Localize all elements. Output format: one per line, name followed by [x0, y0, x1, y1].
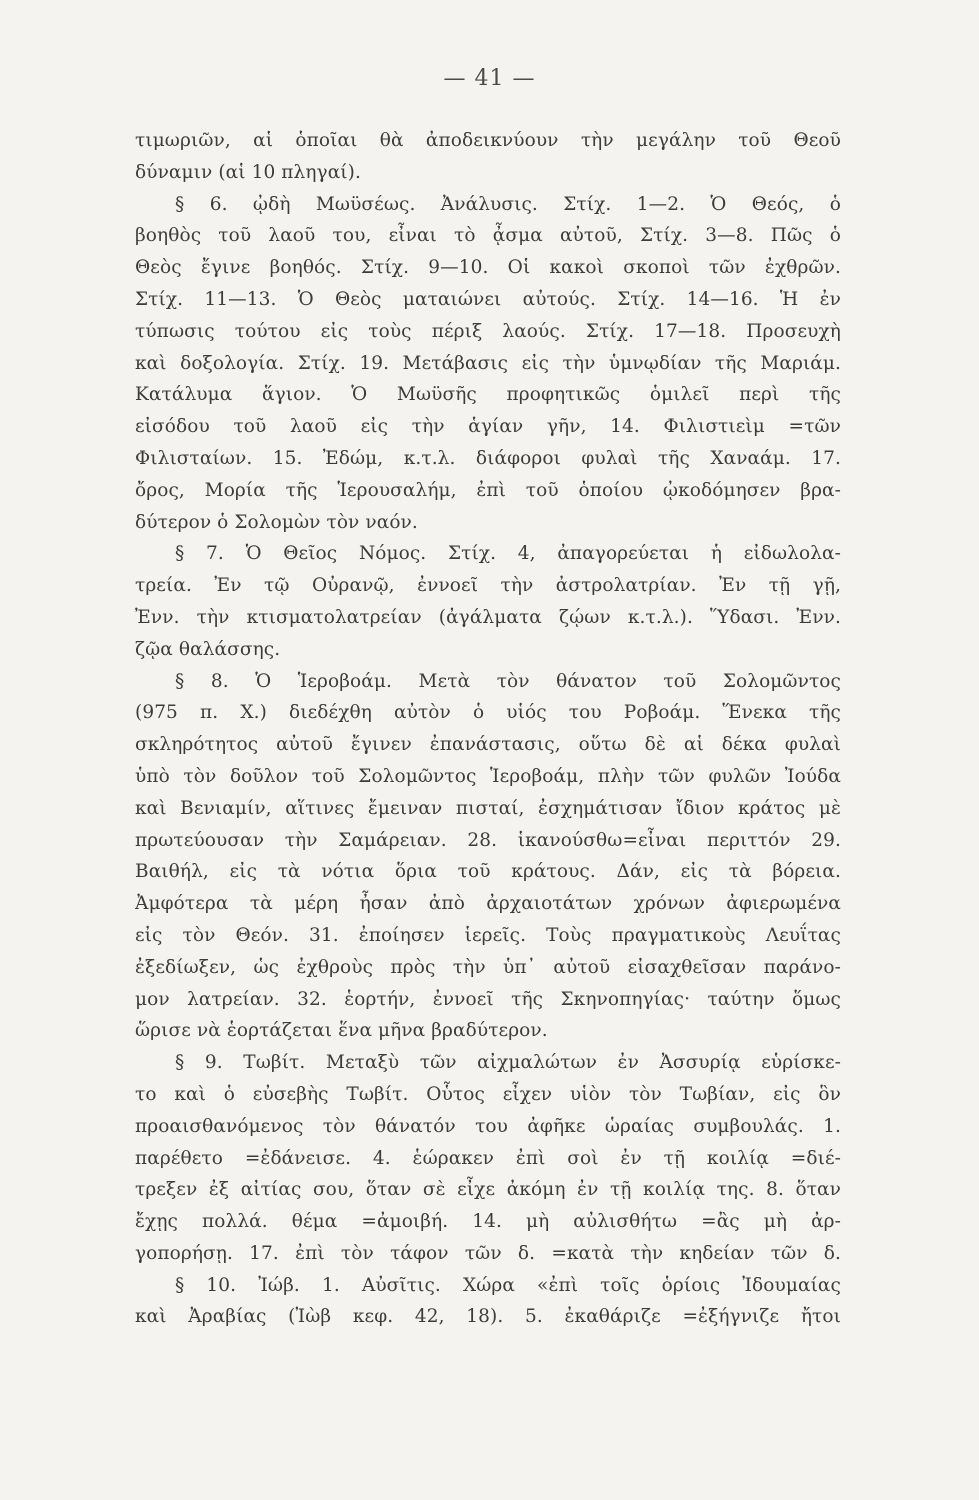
- text-line: τιμωριῶν, αἱ ὁποῖαι θὰ ἀποδεικνύουν τὴν μεγάλην τοῦ Θεοῦ: [135, 130, 841, 151]
- text-line: Ἀμφότερα τὰ μέρη ἦσαν ἀπὸ ἀρχαιοτάτων χρόνων ἀφιερωμένα: [135, 893, 841, 915]
- text-line: Ἐνν. τὴν κτισματολατρείαν (ἀγάλματα ζῴων κ.τ.λ.). Ὕδασι. Ἐνν.: [135, 606, 841, 628]
- text-line: § 9. Τωβίτ. Μεταξὺ τῶν αἰχμαλώτων ἐν Ἀσσυρίᾳ εὑρίσκε-: [175, 1052, 841, 1074]
- text-line: § 8. Ὁ Ἱεροβοάμ. Μετὰ τὸν θάνατον τοῦ Σολομῶντος: [175, 670, 841, 692]
- text-line: το καὶ ὁ εὐσεβὴς Τωβίτ. Οὗτος εἶχεν υἱὸν τὸν Τωβίαν, εἰς ὃν: [135, 1083, 841, 1105]
- text-line: ὥρισε νὰ ἑορτάζεται ἕνα μῆνα βραδύτερον.: [135, 1020, 548, 1042]
- text-line: μον λατρείαν. 32. ἑορτήν, ἐννοεῖ τῆς Σκηνοπηγίας· ταύτην ὅμως: [135, 988, 841, 1010]
- text-line: § 6. ᾠδὴ Μωϋσέως. Ἀνάλυσις. Στίχ. 1—2. Ὁ Θεός, ὁ: [175, 193, 841, 215]
- text-line: τρεία. Ἐν τῷ Οὐρανῷ, ἐννοεῖ τὴν ἀστρολατρίαν. Ἐν τῇ γῇ,: [135, 575, 841, 597]
- text-line: βοηθὸς τοῦ λαοῦ του, εἶναι τὸ ᾆσμα αὐτοῦ, Στίχ. 3—8. Πῶς ὁ: [135, 225, 841, 247]
- text-line: ζῷα θαλάσσης.: [135, 638, 281, 660]
- text-line: προαισθανόμενος τὸν θάνατόν του ἀφῆκε ὡραίας συμβουλάς. 1.: [135, 1115, 841, 1137]
- text-line: Φιλισταίων. 15. Ἐδώμ, κ.τ.λ. διάφοροι φυλαὶ τῆς Χαναάμ. 17.: [135, 447, 841, 469]
- text-line: τύπωσις τούτου εἰς τοὺς πέριξ λαούς. Στίχ. 17—18. Προσευχὴ: [135, 320, 841, 342]
- text-line: σκληρότητος αὐτοῦ ἔγινεν ἐπανάστασις, οὕτω δὲ αἱ δέκα φυλαὶ: [135, 734, 841, 756]
- text-line: ἐξεδίωξεν, ὡς ἐχθροὺς πρὸς τὴν ὑπ᾽ αὐτοῦ εἰσαχθεῖσαν παράνο-: [135, 956, 841, 978]
- text-line: Στίχ. 11—13. Ὁ Θεὸς ματαιώνει αὐτούς. Στίχ. 14—16. Ἡ ἐν: [135, 288, 841, 310]
- text-line: Κατάλυμα ἅγιον. Ὁ Μωϋσῆς προφητικῶς ὁμιλεῖ περὶ τῆς: [135, 384, 841, 406]
- text-line: καὶ Ἀραβίας (Ἰὼβ κεφ. 42, 18). 5. ἐκαθάριζε =ἐξήγνιζε ἤτοι: [135, 1306, 841, 1328]
- text-line: § 10. Ἰώβ. 1. Αὐσῖτις. Χώρα «ἐπὶ τοῖς ὁρίοις Ἰδουμαίας: [175, 1274, 841, 1296]
- text-line: δύτερον ὁ Σολομὼν τὸν ναόν.: [135, 511, 418, 533]
- text-line: καὶ δοξολογία. Στίχ. 19. Μετάβασις εἰς τὴν ὑμνῳδίαν τῆς Μαριάμ.: [135, 352, 841, 374]
- text-line: πρωτεύουσαν τὴν Σαμάρειαν. 28. ἱκανούσθω=εἶναι περιττόν 29.: [135, 829, 841, 851]
- text-line: ὄρος, Μορία τῆς Ἱερουσαλήμ, ἐπὶ τοῦ ὁποίου ᾠκοδόμησεν βρα-: [135, 479, 841, 501]
- text-line: καὶ Βενιαμίν, αἵτινες ἔμειναν πισταί, ἐσχημάτισαν ἴδιον κράτος μὲ: [135, 797, 841, 819]
- text-line: (975 π. Χ.) διεδέχθη αὐτὸν ὁ υἱός του Ροβοάμ. Ἕνεκα τῆς: [135, 702, 841, 724]
- text-line: δύναμιν (αἱ 10 πληγαί).: [135, 161, 361, 183]
- text-line: γοπορήσῃ. 17. ἐπὶ τὸν τάφον τῶν δ. =κατὰ τὴν κηδείαν τῶν δ.: [135, 1242, 841, 1264]
- page-number: — 41 —: [443, 66, 536, 91]
- text-line: εἰσόδου τοῦ λαοῦ εἰς τὴν ἁγίαν γῆν, 14. Φιλιστιεὶμ =τῶν: [135, 416, 841, 438]
- text-line: Βαιθήλ, εἰς τὰ νότια ὅρια τοῦ κράτους. Δάν, εἰς τὰ βόρεια.: [135, 861, 841, 883]
- body-text: [135, 125, 841, 1333]
- text-line: ὑπὸ τὸν δοῦλον τοῦ Σολομῶντος Ἱεροβοάμ, πλὴν τῶν φυλῶν Ἰούδα: [135, 765, 841, 787]
- text-line: τρεξεν ἐξ αἰτίας σου, ὅταν σὲ εἶχε ἀκόμη ἐν τῇ κοιλίᾳ της. 8. ὅταν: [135, 1179, 841, 1201]
- text-line: Θεὸς ἔγινε βοηθός. Στίχ. 9—10. Οἱ κακοὶ σκοποὶ τῶν ἐχθρῶν.: [135, 257, 841, 279]
- text-line: παρέθετο =ἐδάνεισε. 4. ἑώρακεν ἐπὶ σοὶ ἐν τῇ κοιλίᾳ =διέ-: [135, 1147, 841, 1169]
- text-line: εἰς τὸν Θεόν. 31. ἐποίησεν ἱερεῖς. Τοὺς πραγματικοὺς Λευΐτας: [135, 924, 841, 946]
- text-line: ἔχῃς πολλά. θέμα =ἀμοιβή. 14. μὴ αὐλισθήτω =ἂς μὴ ἀρ-: [135, 1211, 841, 1233]
- text-line: § 7. Ὁ Θεῖος Νόμος. Στίχ. 4, ἀπαγορεύεται ἡ εἰδωλολα-: [175, 543, 841, 565]
